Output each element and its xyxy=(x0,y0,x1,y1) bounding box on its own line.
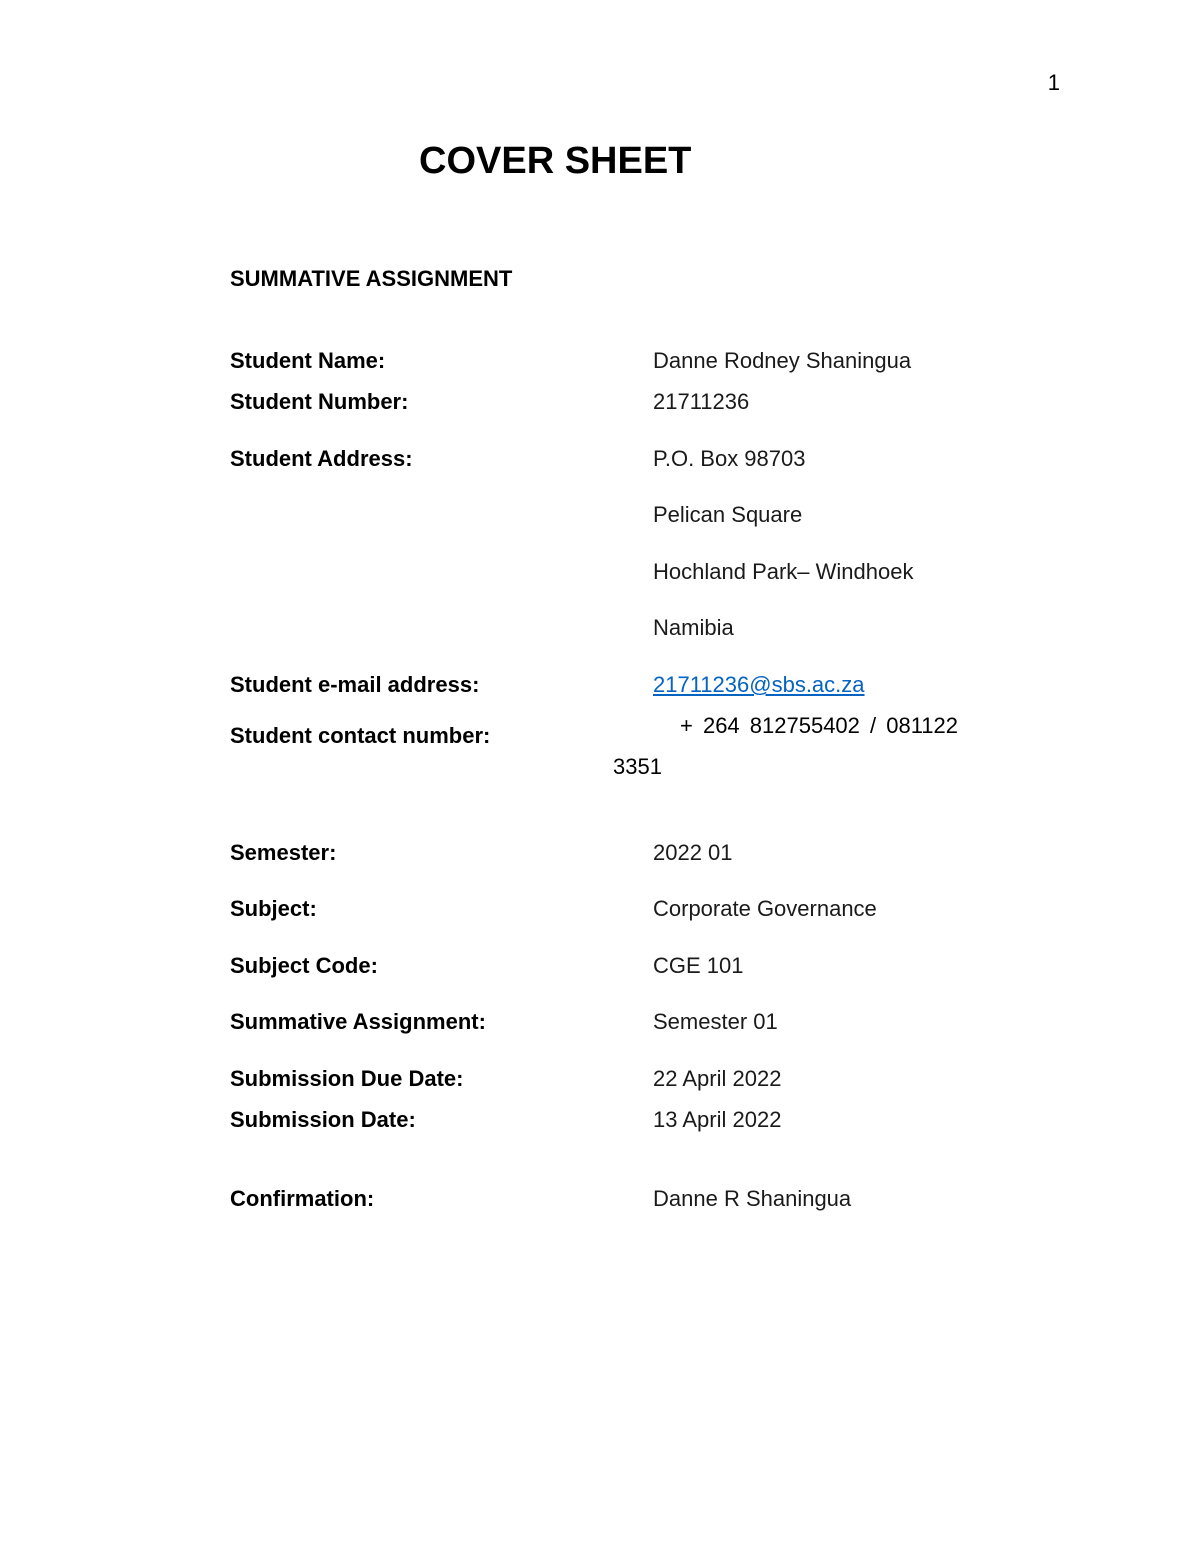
address-line: P.O. Box 98703 xyxy=(653,446,806,471)
student-name-label: Student Name: xyxy=(230,348,386,373)
email-label: Student e-mail address: xyxy=(230,672,480,697)
submission-date-value: 13 April 2022 xyxy=(653,1107,782,1132)
subject-label: Subject: xyxy=(230,896,317,921)
student-number-label: Student Number: xyxy=(230,389,409,414)
subject-code-value: CGE 101 xyxy=(653,953,744,978)
due-date-value: 22 April 2022 xyxy=(653,1066,782,1091)
address-line: Hochland Park– Windhoek xyxy=(653,559,914,584)
student-name-value: Danne Rodney Shaningua xyxy=(653,348,912,373)
summative-assignment-label: Summative Assignment: xyxy=(230,1009,486,1034)
subject-code-label: Subject Code: xyxy=(230,953,378,978)
due-date-label: Submission Due Date: xyxy=(230,1066,464,1091)
address-line: Pelican Square xyxy=(653,502,803,527)
confirmation-value: Danne R Shaningua xyxy=(653,1186,852,1211)
page-title: COVER SHEET xyxy=(419,140,692,182)
submission-date-label: Submission Date: xyxy=(230,1107,416,1132)
confirmation-label: Confirmation: xyxy=(230,1186,375,1211)
contact-number-line1: + 264 812755402 / 081122 xyxy=(680,713,959,738)
email-link[interactable]: 21711236@sbs.ac.za xyxy=(653,672,865,697)
subject-value: Corporate Governance xyxy=(653,896,877,921)
student-number-value: 21711236 xyxy=(653,389,750,414)
semester-label: Semester: xyxy=(230,840,337,865)
address-line: Namibia xyxy=(653,615,734,640)
contact-number-line2: 3351 xyxy=(613,754,662,779)
semester-value: 2022 01 xyxy=(653,840,733,865)
summative-assignment-value: Semester 01 xyxy=(653,1009,778,1034)
student-address-label: Student Address: xyxy=(230,446,413,471)
contact-label: Student contact number: xyxy=(230,723,491,748)
page-number: 1 xyxy=(1047,70,1060,95)
assignment-heading: SUMMATIVE ASSIGNMENT xyxy=(230,266,513,291)
